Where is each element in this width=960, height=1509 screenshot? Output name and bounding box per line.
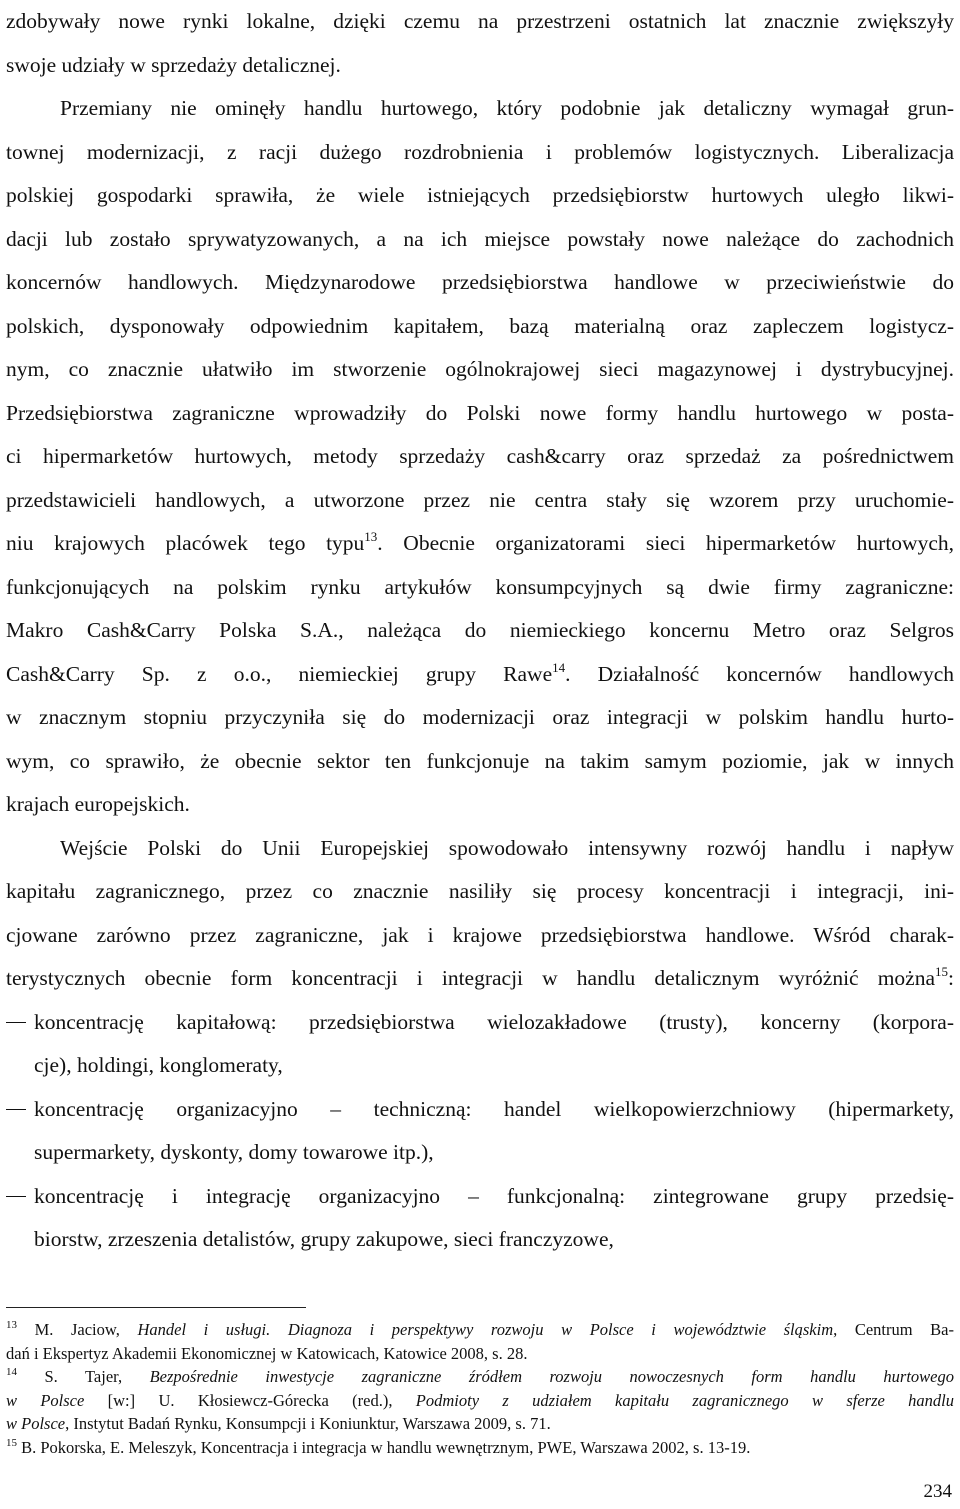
text-line: polskich, dysponowały odpowiednim kapitałem, bazą materialną oraz zapleczem logistycz- bbox=[6, 313, 954, 338]
footnote-13 bbox=[6, 1318, 954, 1365]
text-run: terystycznych obecnie form koncentracji i integracji w handlu detalicznym wyróżnić można bbox=[6, 966, 936, 990]
footnote-15 bbox=[6, 1436, 954, 1460]
text-line: koncernów handlowych. Międzynarodowe przedsiębiorstwa handlowe w przeciwieństwie do bbox=[6, 270, 954, 294]
dash-bullet-icon bbox=[6, 1196, 26, 1198]
footnote-number: 15 bbox=[6, 1436, 17, 1449]
text-line bbox=[6, 1389, 954, 1413]
text-run: M. Jaciow, bbox=[17, 1320, 138, 1339]
citation-title: Bezpośrednie inwestycje zagraniczne źródłem rozwoju nowoczesnych form handlu hurtowego bbox=[149, 1367, 954, 1387]
footnote-ref-14: 14 bbox=[552, 659, 566, 675]
dash-bullet-icon bbox=[6, 1109, 26, 1111]
page-number: 234 bbox=[923, 1481, 952, 1502]
text-line: Wejście Polski do Unii Europejskiej spowodowało intensywny rozwój handlu i napływ bbox=[60, 835, 954, 860]
list-item bbox=[6, 1001, 954, 1088]
text-line: w znacznym stopniu przyczyniła się do modernizacji oraz integracji w polskim handlu hurto- bbox=[6, 705, 954, 729]
text-line: wym, co sprawiło, że obecnie sektor ten funkcjonuje na takim samym poziomie, jak w innych bbox=[6, 748, 954, 773]
citation-title: Podmioty z udziałem kapitału zagranicznego w sferze handlu bbox=[415, 1390, 954, 1410]
text-line: funkcjonujących na polskim rynku artykułów konsumpcyjnych są dwie firmy zagraniczne: bbox=[6, 574, 954, 599]
text-line: Przedsiębiorstwa zagraniczne wprowadziły do Polski nowe formy handlu hurtowego w posta- bbox=[6, 400, 954, 425]
text-line: townej modernizacji, z racji dużego rozdrobnienia i problemów logistycznych. Liberalizacja bbox=[6, 139, 954, 164]
text-line: dań i Ekspertyz Akademii Ekonomicznej w Katowicach, Katowice 2008, s. 28. bbox=[6, 1343, 528, 1363]
text-line: cje), holdingi, konglomeraty, bbox=[34, 1053, 283, 1077]
footnote-separator bbox=[6, 1307, 306, 1308]
text-line bbox=[6, 522, 954, 566]
text-line: zdobywały nowe rynki lokalne, dzięki czemu na przestrzeni ostatnich lat znacznie zwiększyły bbox=[6, 9, 954, 33]
text-line: Przemiany nie ominęły handlu hurtowego, który podobnie jak detaliczny wymagał grun- bbox=[60, 96, 954, 120]
text-line: biorstw, zrzeszenia detalistów, grupy zakupowe, sieci franczyzowe, bbox=[34, 1227, 614, 1251]
text-run: B. Pokorska, E. Meleszyk, Koncentracja i integracja w handlu wewnętrznym, PWE, Warszawa 2002, s. 13-19. bbox=[17, 1437, 751, 1457]
text-line bbox=[6, 957, 954, 1001]
footnote-14 bbox=[6, 1365, 954, 1436]
text-line: przedstawicieli handlowych, a utworzone przez nie centra stały się wzorem przy uruchomie- bbox=[6, 487, 954, 512]
text-line: koncentrację kapitałową: przedsiębiorstwa wielozakładowe (trusty), koncerny (korpora- bbox=[34, 1009, 954, 1034]
text-line: supermarkety, dyskonty, domy towarowe itp.), bbox=[34, 1140, 434, 1164]
text-line bbox=[6, 1318, 954, 1342]
text-run: : bbox=[948, 966, 954, 990]
footnotes bbox=[6, 1318, 954, 1460]
text-line: krajach europejskich. bbox=[6, 792, 190, 816]
dash-bullet-icon bbox=[6, 1022, 26, 1024]
text-line: koncentrację i integrację organizacyjno – funkcjonalną: zintegrowane grupy przedsię- bbox=[34, 1183, 954, 1208]
text-line: koncentrację organizacyjno – techniczną: handel wielkopowierzchniowy (hipermarkety, bbox=[34, 1096, 954, 1121]
text-line bbox=[6, 1436, 954, 1460]
citation-title: Handel i usługi. Diagnoza i perspektywy rozwoju w Polsce i województwie śląskim bbox=[137, 1320, 834, 1339]
text-run: S. Tajer, bbox=[17, 1367, 150, 1387]
paragraph-1 bbox=[6, 0, 954, 87]
text-run: , Instytut Badań Rynku, Konsumpcji i Koniunktur, Warszawa 2009, s. 71. bbox=[65, 1414, 551, 1434]
text-line: dacji lub zostało sprywatyzowanych, a na ich miejsce powstały nowe należące do zachodnich bbox=[6, 226, 954, 251]
text-line: nym, co znacznie ułatwiło im stworzenie ogólnokrajowej sieci magazynowej i dystrybucyjnej. bbox=[6, 357, 954, 381]
list-item bbox=[6, 1175, 954, 1262]
paragraph-3 bbox=[6, 827, 954, 1001]
citation-title: w Polsce bbox=[6, 1390, 85, 1410]
text-line: polskiej gospodarki sprawiła, że wiele istniejących przedsiębiorstw hurtowych uległo likwi- bbox=[6, 183, 954, 207]
footnote-ref-15: 15 bbox=[935, 964, 949, 979]
footnote-ref-13: 13 bbox=[364, 529, 378, 544]
text-run: . Obecnie organizatorami sieci hipermarketów hurtowych, bbox=[377, 531, 954, 555]
text-run: , Centrum Ba- bbox=[833, 1320, 954, 1339]
text-line: kapitału zagranicznego, przez co znacznie nasiliły się procesy koncentracji i integracji, ini- bbox=[6, 879, 954, 903]
page-body bbox=[6, 0, 954, 1262]
text-line bbox=[6, 1365, 954, 1389]
paragraph-2 bbox=[6, 87, 954, 827]
text-line bbox=[6, 1412, 954, 1436]
text-line: ci hipermarketów hurtowych, metody sprzedaży cash&carry oraz sprzedaż za pośrednictwem bbox=[6, 444, 954, 468]
text-line: Makro Cash&Carry Polska S.A., należąca do niemieckiego koncernu Metro oraz Selgros bbox=[6, 618, 954, 642]
dash-list bbox=[6, 1001, 954, 1262]
text-line bbox=[6, 653, 954, 697]
citation-title: w Polsce bbox=[6, 1414, 66, 1434]
text-line: cjowane zarówno przez zagraniczne, jak i krajowe przedsiębiorstwa handlowe. Wśród charak- bbox=[6, 922, 954, 947]
text-line: swoje udziały w sprzedaży detalicznej. bbox=[6, 52, 341, 77]
text-run: Cash&Carry Sp. z o.o., niemieckiej grupy Rawe bbox=[6, 661, 553, 686]
footnote-number: 14 bbox=[6, 1366, 17, 1379]
text-run: niu krajowych placówek tego typu bbox=[6, 531, 365, 555]
text-run: [w:] U. Kłosiewcz-Górecka (red.), bbox=[84, 1390, 416, 1410]
text-run: . Działalność koncernów handlowych bbox=[565, 661, 955, 686]
footnote-number: 13 bbox=[6, 1319, 17, 1331]
list-item bbox=[6, 1088, 954, 1175]
